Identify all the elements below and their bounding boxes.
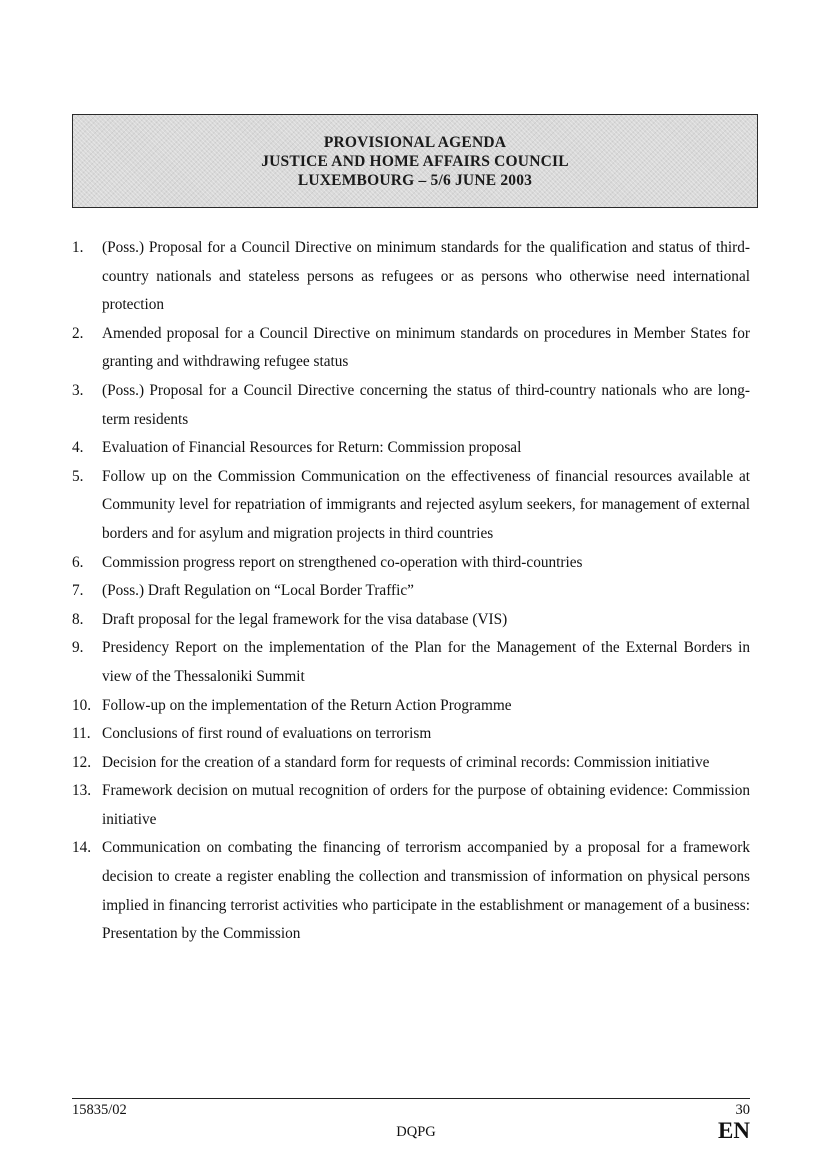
item-number: 13. [72, 782, 92, 800]
agenda-item [72, 749, 750, 778]
item-text: Amended proposal for a Council Directive on minimum standards on procedures in Member States for granting and withdrawing refugee status [102, 324, 750, 371]
agenda-list [72, 234, 750, 949]
item-number: 10. [72, 696, 92, 714]
agenda-item [72, 577, 750, 606]
agenda-item [72, 634, 750, 691]
language-code: EN [718, 1118, 750, 1143]
item-text: Draft proposal for the legal framework for the visa database (VIS) [102, 610, 508, 628]
item-number: 2. [72, 324, 84, 342]
agenda-item [72, 834, 750, 948]
item-text: (Poss.) Proposal for a Council Directive concerning the status of third-country nationals who are long-term residents [102, 381, 750, 428]
agenda-item [72, 549, 750, 578]
item-text: Commission progress report on strengthened co-operation with third-countries [102, 553, 583, 571]
agenda-item [72, 377, 750, 434]
item-text: (Poss.) Proposal for a Council Directive on minimum standards for the qualification and status of third-country nationals and stateless persons as refugees or as persons who otherwise need international protection [102, 239, 750, 314]
item-number: 6. [72, 553, 84, 571]
header-location-date: LUXEMBOURG – 5/6 JUNE 2003 [297, 172, 533, 189]
item-number: 8. [72, 610, 84, 628]
document-reference: 15835/02 [72, 1102, 127, 1118]
item-text: Decision for the creation of a standard form for requests of criminal records: Commission initiative [102, 753, 710, 771]
item-text: Follow-up on the implementation of the Return Action Programme [102, 696, 512, 714]
item-number: 1. [72, 239, 84, 256]
item-text: Evaluation of Financial Resources for Return: Commission proposal [102, 439, 522, 457]
agenda-item [72, 234, 750, 320]
page-number: 30 [735, 1102, 750, 1118]
item-number: 3. [72, 381, 84, 399]
item-text: Presidency Report on the implementation of the Plan for the Management of the External Borders in view of the Thessaloniki Summit [102, 639, 750, 685]
agenda-item [72, 463, 750, 549]
agenda-item [72, 720, 750, 749]
header-council: JUSTICE AND HOME AFFAIRS COUNCIL [261, 153, 569, 170]
item-number: 7. [72, 582, 84, 600]
header-title: PROVISIONAL AGENDA [323, 134, 507, 151]
item-number: 4. [72, 439, 84, 457]
agenda-item [72, 777, 750, 834]
agenda-item [72, 606, 750, 635]
item-text: Framework decision on mutual recognition of orders for the purpose of obtaining evidence: Commission initiative [102, 782, 750, 828]
item-number: 9. [72, 639, 84, 657]
department-code: DQPG [396, 1124, 436, 1140]
item-number: 5. [72, 467, 84, 485]
agenda-item [72, 692, 750, 721]
agenda-item [72, 320, 750, 377]
footer-divider [72, 1098, 750, 1099]
item-text: Follow up on the Commission Communication on the effectiveness of financial resources available at Community level for repatriation of immigrants and rejected asylum seekers, for management of external borders and for asylum and migration projects in third countries [102, 467, 750, 542]
item-number: 12. [72, 753, 92, 771]
agenda-header-box [72, 114, 758, 208]
item-text: Communication on combating the financing of terrorism accompanied by a proposal for a framework decision to create a register enabling the collection and transmission of information on physical persons implied in financing terrorist activities who participate in the establishment or management of a business: Presentation by the Commission [102, 839, 750, 943]
item-text: (Poss.) Draft Regulation on “Local Border Traffic” [102, 582, 414, 600]
item-text: Conclusions of first round of evaluations on terrorism [102, 725, 432, 743]
item-number: 14. [72, 839, 92, 857]
agenda-item [72, 434, 750, 463]
item-number: 11. [72, 725, 91, 743]
